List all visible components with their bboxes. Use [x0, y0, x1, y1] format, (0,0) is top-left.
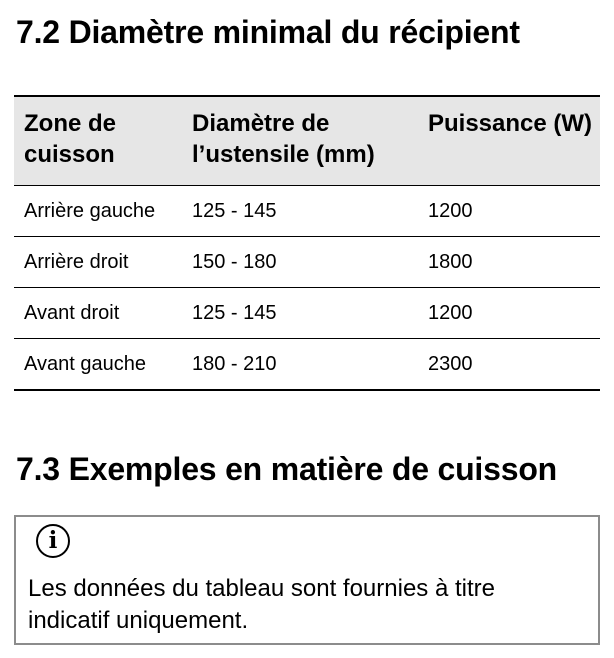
- table-row: [14, 288, 600, 339]
- table-row: [14, 237, 600, 288]
- cell-diameter: 125 - 145: [192, 200, 277, 222]
- column-header-power: Puissance (W): [428, 110, 593, 137]
- column-header-zone: Zone de cuisson: [24, 110, 117, 168]
- info-icon: i: [36, 524, 70, 558]
- cell-diameter: 180 - 210: [192, 353, 277, 375]
- note-text: Les données du tableau sont fournies à titre indicatif uniquement.: [28, 575, 495, 634]
- cell-zone: [14, 288, 192, 339]
- zone-label: Arrière gauche: [24, 200, 156, 222]
- section-title: 7.3 Exemples en matière de cuisson: [16, 451, 558, 487]
- zone-label: Avant droit: [24, 302, 120, 324]
- cell-diameter: 125 - 145: [192, 302, 277, 324]
- cell-power: 1200: [428, 200, 473, 222]
- table-header: [14, 96, 600, 186]
- cookware-diameter-table: [14, 95, 600, 391]
- info-note: [14, 515, 600, 645]
- cell-zone: [14, 237, 192, 288]
- section-title: 7.2 Diamètre minimal du récipient: [16, 14, 520, 50]
- table-body: [14, 186, 600, 391]
- zone-label: Avant gauche: [24, 353, 146, 375]
- cell-zone: [14, 339, 192, 391]
- cell-power: 1200: [428, 302, 473, 324]
- table-row: [14, 186, 600, 237]
- cell-power: 2300: [428, 353, 473, 375]
- table-header-row: [14, 96, 600, 186]
- cell-power: 1800: [428, 251, 473, 273]
- cell-diameter: 150 - 180: [192, 251, 277, 273]
- table-row: [14, 339, 600, 391]
- cell-zone: [14, 186, 192, 237]
- column-header-diameter: Diamètre de l’ustensile (mm): [192, 110, 375, 168]
- zone-label: Arrière droit: [24, 251, 129, 273]
